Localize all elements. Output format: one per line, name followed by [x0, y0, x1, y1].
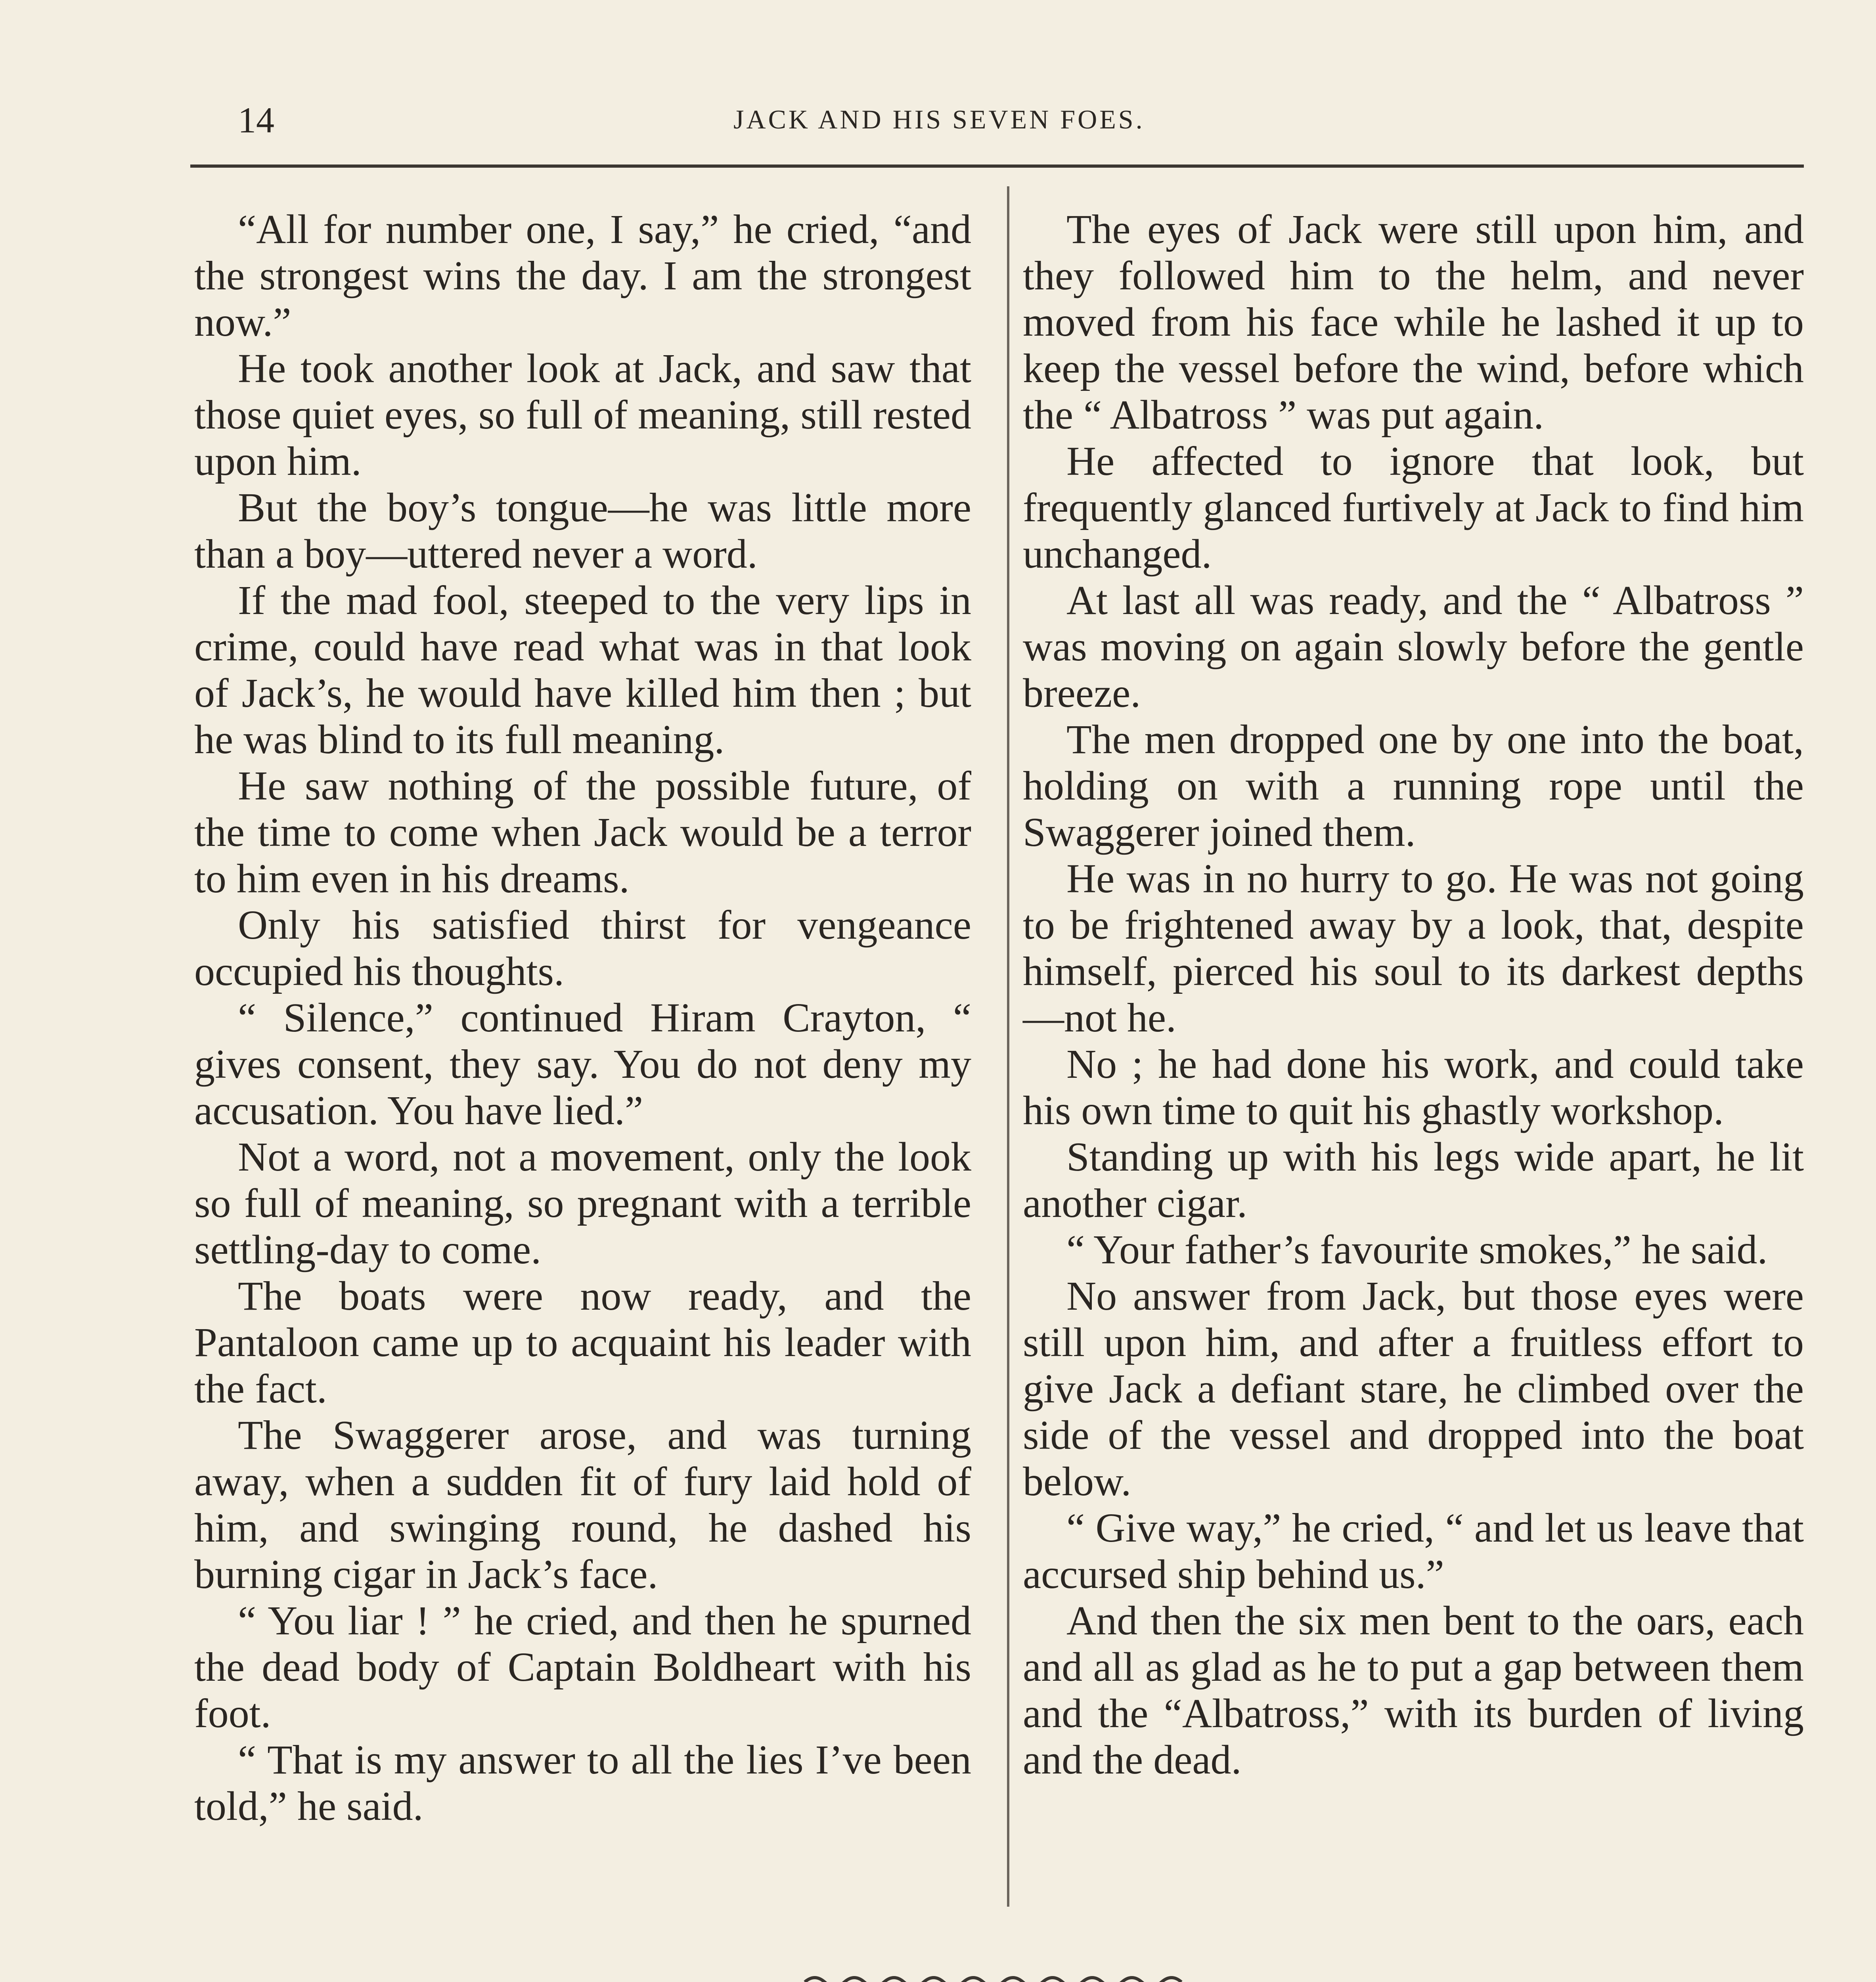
paragraph: If the mad fool, steeped to the very lips in crime, could have read what was in that look of Jack’s, he would have killed him then ; but he was blind to its full meaning. — [194, 578, 971, 762]
paragraph: Not a word, not a movement, only the look so full of meaning, so pregnant with a terrible settling-day to come. — [194, 1134, 971, 1272]
paragraph: No answer from Jack, but those eyes were still upon him, and after a fruitless effort to give Jack a defiant stare, he climbed over the side of the vessel and dropped into the boat below. — [1023, 1273, 1804, 1504]
column-divider — [1007, 186, 1009, 1907]
paragraph: But the boy’s tongue—he was little more than a boy—uttered never a word. — [194, 485, 971, 577]
paragraph: He saw nothing of the possible future, of the time to come when Jack would be a terror to him even in his dreams. — [194, 763, 971, 901]
page-number: 14 — [238, 100, 274, 140]
paragraph: The men dropped one by one into the boat, holding on with a running rope until the Swaggerer joined them. — [1023, 717, 1804, 855]
paragraph: He was in no hurry to go. He was not going to be frightened away by a look, that, despite himself, pierced his soul to its darkest depths—not he. — [1023, 856, 1804, 1041]
paragraph: He took another look at Jack, and saw that those quiet eyes, so full of meaning, still rested upon him. — [194, 346, 971, 484]
paragraph: The boats were now ready, and the Pantaloon came up to acquaint his leader with the fact. — [194, 1273, 971, 1412]
page-header — [0, 99, 1876, 151]
paragraph: The Swaggerer arose, and was turning away, when a sudden fit of fury laid hold of him, and swinging round, he dashed his burning cigar in Jack’s face. — [194, 1412, 971, 1597]
top-right-column — [1023, 206, 1804, 1783]
paragraph: “ Silence,” continued Hiram Crayton, “ gives consent, they say. You do not deny my accusation. You have lied.” — [194, 995, 971, 1133]
paragraph: Only his satisfied thirst for vengeance occupied his thoughts. — [194, 902, 971, 994]
paragraph: And then the six men bent to the oars, each and all as glad as he to put a gap between them and the “Albatross,” with its burden of living and the dead. — [1023, 1598, 1804, 1783]
header-rule — [190, 165, 1804, 168]
paragraph: “ That is my answer to all the lies I’ve been told,” he said. — [194, 1737, 971, 1829]
paragraph: Standing up with his legs wide apart, he lit another cigar. — [1023, 1134, 1804, 1226]
top-left-column — [194, 206, 971, 1829]
running-title: JACK AND HIS SEVEN FOES. — [733, 104, 1145, 134]
paragraph: He affected to ignore that look, but frequently glanced furtively at Jack to find him unchanged. — [1023, 438, 1804, 577]
paragraph: “ Give way,” he cried, “ and let us leave that accursed ship behind us.” — [1023, 1505, 1804, 1597]
paragraph: The eyes of Jack were still upon him, and they followed him to the helm, and never moved from his face while he lashed it up to keep the vessel before the wind, before which the “ Albatross ” was put again. — [1023, 207, 1804, 438]
paragraph: No ; he had done his work, and could take his own time to quit his ghastly workshop. — [1023, 1041, 1804, 1133]
paragraph: “All for number one, I say,” he cried, “and the strongest wins the day. I am the strongest now.” — [194, 207, 971, 345]
paragraph: “ Your father’s favourite smokes,” he said. — [1066, 1227, 1768, 1272]
ornamental-divider — [761, 1966, 1229, 1982]
paragraph: At last all was ready, and the “ Albatross ” was moving on again slowly before the gentle breeze. — [1023, 578, 1804, 716]
paragraph: “ You liar ! ” he cried, and then he spurned the dead body of Captain Boldheart with his foot. — [194, 1598, 971, 1736]
